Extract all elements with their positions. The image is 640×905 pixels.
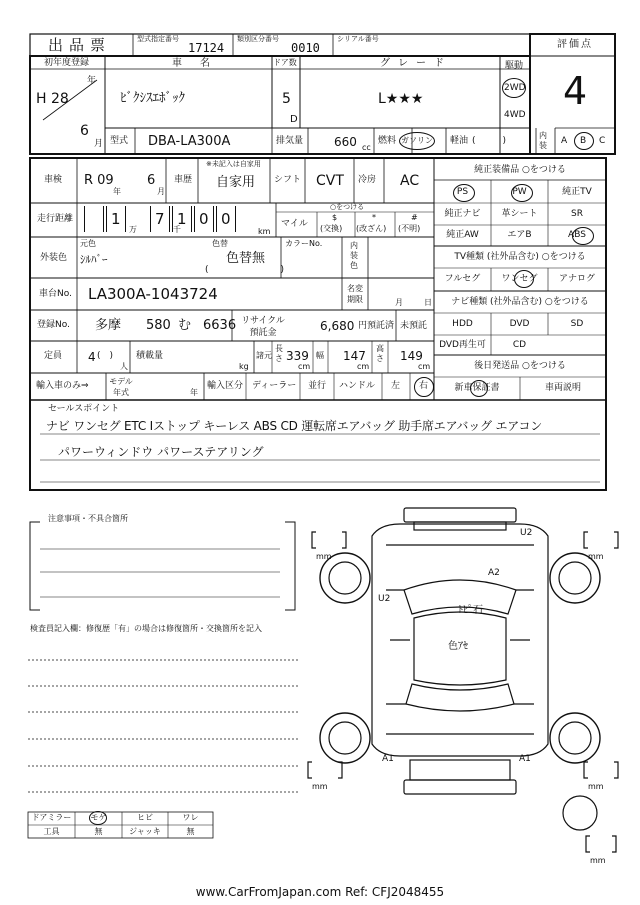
color-change-label: 色替 bbox=[212, 239, 228, 248]
original-color-label: 元色 bbox=[80, 239, 96, 248]
dvd-label: DVD再生可 bbox=[439, 340, 486, 350]
drive-label: 駆動 bbox=[505, 61, 524, 71]
mileage-opt1-symbol: $ bbox=[332, 213, 338, 222]
inspector-label: 検査員記入欄：修復歴「有」の場合は修復箇所・交換箇所を記入 bbox=[30, 624, 262, 633]
ac-label: 冷房 bbox=[358, 175, 377, 185]
doors-value: 5 bbox=[282, 91, 291, 107]
import-dealer: ディーラー bbox=[252, 381, 297, 391]
length-value: 339 bbox=[286, 349, 309, 363]
height-label: 高さ bbox=[376, 344, 384, 363]
genuine-item-sr: SR bbox=[571, 209, 583, 219]
fuel-paren: ( ) bbox=[472, 136, 507, 146]
mileage-digit: 7 bbox=[155, 210, 165, 228]
acc-ware: ワレ bbox=[182, 813, 199, 822]
recycle-paid: 円預託済 bbox=[358, 321, 395, 331]
acc-tools: 工具 bbox=[43, 827, 60, 836]
steering-right: 右 bbox=[419, 381, 429, 391]
score-value: 4 bbox=[563, 69, 588, 113]
mileage-circle-note: ○をつける bbox=[330, 203, 365, 211]
reg-era: H 28 bbox=[36, 91, 69, 107]
doors-label: ドア数 bbox=[273, 58, 297, 67]
capacity-unit: 人 bbox=[120, 362, 128, 371]
mileage-opt2-symbol: * bbox=[372, 213, 376, 222]
diagram-mark: A1 bbox=[519, 754, 531, 764]
docs-item-warranty: 新車保証書 bbox=[454, 383, 500, 393]
mileage-opt3-symbol: # bbox=[411, 213, 418, 222]
model-label: 型式 bbox=[110, 136, 129, 146]
first-reg-label: 初年度登録 bbox=[44, 58, 90, 68]
navi-item-hdd: HDD bbox=[452, 319, 473, 329]
serial-label: シリアル番号 bbox=[337, 35, 379, 43]
model-designation-value: 17124 bbox=[188, 41, 225, 55]
reg-year-unit: 年 bbox=[87, 76, 97, 86]
interior-c: C bbox=[599, 136, 606, 146]
model-designation-label: 型式指定番号 bbox=[137, 35, 179, 43]
interior-label: 内装 bbox=[539, 131, 547, 150]
car-name-label: 車名 bbox=[172, 58, 228, 69]
color-no-label: カラーNo. bbox=[285, 239, 323, 248]
category-label: 類別区分番号 bbox=[237, 35, 279, 43]
acc-jack-value: 無 bbox=[186, 827, 195, 836]
inspection-year-unit: 年 bbox=[113, 187, 121, 196]
mileage-opt1: (交換) bbox=[320, 224, 343, 233]
recycle-unpaid: 未預託 bbox=[400, 321, 428, 331]
height-unit: cm bbox=[418, 362, 431, 371]
plate-area: 多摩 bbox=[95, 318, 122, 333]
score-label: 評価点 bbox=[557, 39, 593, 50]
model-year-unit: 年 bbox=[190, 388, 198, 397]
displacement-unit: cc bbox=[362, 143, 371, 152]
plate-number: 6636 bbox=[203, 318, 237, 333]
genuine-item-abs: ABS bbox=[568, 230, 586, 240]
mileage-digit: 1 bbox=[111, 210, 121, 228]
ac-value: AC bbox=[400, 173, 420, 189]
capacity-label: 定員 bbox=[44, 351, 63, 361]
plate-class: 580 bbox=[146, 318, 171, 333]
tire-unit: mm bbox=[316, 552, 332, 561]
genuine-item-leather: 革シート bbox=[501, 209, 538, 219]
import-label: 輸入車のみ⇒ bbox=[36, 381, 89, 391]
displacement-label: 排気量 bbox=[276, 136, 304, 146]
tire-unit: mm bbox=[312, 782, 328, 791]
inspection-month-unit: 月 bbox=[157, 187, 165, 196]
plate-label: 登録No. bbox=[37, 320, 70, 330]
length-label: 長さ bbox=[275, 344, 283, 363]
original-color: ｼﾙﾊﾞｰ bbox=[80, 253, 108, 266]
mileage-man: 万 bbox=[129, 225, 137, 234]
car-diagram bbox=[308, 508, 618, 852]
load-label: 積載量 bbox=[136, 351, 164, 361]
category-value: 0010 bbox=[291, 41, 320, 55]
mileage-sen: 千 bbox=[173, 225, 181, 234]
mileage-opt2: (改ざん) bbox=[356, 224, 387, 233]
car-name: ﾋﾞｸｼｽｴﾎﾞｯｸ bbox=[120, 91, 185, 106]
chassis-label: 車台No. bbox=[39, 289, 72, 299]
genuine-item-airbag: エアB bbox=[507, 230, 532, 240]
page-title: 出品票 bbox=[48, 36, 112, 54]
mileage-label: 走行距離 bbox=[37, 214, 74, 224]
genuine-header: 純正装備品 ○をつける bbox=[474, 165, 566, 175]
acc-moge: モゲ bbox=[90, 813, 107, 822]
color-change: 色替無 bbox=[226, 251, 266, 266]
steering-label: ハンドル bbox=[339, 381, 376, 391]
drive-4wd: 4WD bbox=[504, 110, 526, 120]
sales-points-line2: パワーウィンドウ パワーステアリング bbox=[58, 445, 264, 459]
inspection-era: R 09 bbox=[84, 173, 114, 188]
chassis-value: LA300A-1043724 bbox=[88, 285, 218, 303]
length-unit: cm bbox=[298, 362, 311, 371]
mileage-opt3: (不明) bbox=[398, 224, 421, 233]
width-label: 幅 bbox=[316, 351, 324, 360]
recycle-value: 6,680 bbox=[320, 319, 355, 333]
mileage-digits bbox=[84, 206, 244, 232]
diagram-mark: U2 bbox=[378, 594, 391, 604]
import-parallel: 並行 bbox=[308, 381, 327, 391]
shift-value: CVT bbox=[316, 173, 344, 189]
model-code: DBA-LA300A bbox=[148, 134, 231, 149]
mileage-digit: 0 bbox=[199, 210, 209, 228]
grade-value: L★★★ bbox=[378, 91, 424, 107]
plate-kana: む bbox=[178, 318, 192, 333]
acc-door-mirror: ドアミラー bbox=[31, 813, 72, 822]
tire-unit: mm bbox=[588, 552, 604, 561]
history-value: 自家用 bbox=[216, 175, 256, 190]
acc-jack: ジャッキ bbox=[129, 827, 161, 836]
color-paren: ( ) bbox=[205, 265, 285, 275]
inspection-month: 6 bbox=[147, 173, 156, 188]
diagram-mark: 色ｱｾ bbox=[448, 641, 468, 652]
tv-item-analog: アナログ bbox=[558, 274, 595, 284]
diagram-mark: A1 bbox=[382, 754, 394, 764]
capacity-paren: ( ) bbox=[97, 351, 114, 361]
dvd-value: CD bbox=[512, 340, 527, 350]
drive-2wd: 2WD bbox=[504, 83, 526, 93]
genuine-item-tv: 純正TV bbox=[562, 187, 592, 197]
sales-points-label: セールスポイント bbox=[48, 404, 120, 414]
fuel-diesel: 軽油 bbox=[450, 136, 469, 146]
tv-item-fullseg: フルセグ bbox=[444, 274, 481, 284]
reg-month-unit: 月 bbox=[94, 139, 104, 149]
interior-color-label: 内装色 bbox=[350, 241, 358, 270]
load-unit: kg bbox=[239, 362, 249, 371]
footer-ref: www.CarFromJapan.com Ref: CFJ2048455 bbox=[195, 885, 445, 899]
fuel-label: 燃料 bbox=[378, 136, 397, 146]
genuine-item-ps: PS bbox=[456, 187, 469, 197]
docs-header: 後日発送品 ○をつける bbox=[474, 361, 566, 371]
door-type: D bbox=[290, 114, 298, 125]
capacity-value: 4 bbox=[88, 350, 96, 364]
navi-item-dvd: DVD bbox=[509, 319, 530, 329]
mileage-digit: 0 bbox=[221, 210, 231, 228]
diagram-mark: A2 bbox=[488, 568, 500, 578]
history-label: 車歴 bbox=[174, 175, 193, 185]
model-year-label: モデル年式 bbox=[109, 377, 133, 397]
genuine-item-pw: PW bbox=[512, 187, 527, 197]
import-type-label: 輸入区分 bbox=[207, 381, 244, 391]
title-period-label: 名変期限 bbox=[347, 284, 363, 304]
width-value: 147 bbox=[343, 349, 366, 363]
steering-left: 左 bbox=[391, 381, 401, 391]
fuel-gasoline: ガソリン bbox=[401, 136, 433, 145]
interior-b: B bbox=[580, 136, 587, 146]
tv-header: TV種類 (社外品含む) ○をつける bbox=[454, 252, 586, 262]
grade-label: グレード bbox=[380, 58, 452, 69]
navi-header: ナビ種類 (社外品含む) ○をつける bbox=[451, 297, 589, 307]
shift-label: シフト bbox=[274, 175, 302, 185]
caution-label: 注意事項・不具合箇所 bbox=[48, 514, 128, 523]
height-value: 149 bbox=[400, 349, 423, 363]
inspection-label: 車検 bbox=[44, 175, 63, 185]
diagram-mark: ﾄﾋﾟ石 bbox=[458, 605, 483, 616]
acc-hibi: ヒビ bbox=[137, 813, 153, 822]
title-period-day: 日 bbox=[424, 298, 432, 307]
reg-month: 6 bbox=[80, 123, 89, 139]
mileage-km: km bbox=[258, 227, 271, 236]
width-unit: cm bbox=[357, 362, 370, 371]
history-note: ※未記入は自家用 bbox=[206, 160, 261, 168]
recycle-label: リサイクル預託金 bbox=[241, 316, 285, 338]
tire-unit: mm bbox=[588, 782, 604, 791]
displacement-value: 660 bbox=[334, 135, 357, 149]
mileage-mile: マイル bbox=[281, 219, 308, 229]
interior-a: A bbox=[561, 136, 568, 146]
tv-item-oneseg: ワンセグ bbox=[501, 274, 538, 284]
diagram-mark: U2 bbox=[520, 528, 533, 538]
title-period-month: 月 bbox=[395, 298, 403, 307]
docs-item-manual: 車両説明 bbox=[544, 383, 581, 393]
genuine-item-navi: 純正ナビ bbox=[444, 209, 481, 219]
exterior-label: 外装色 bbox=[40, 253, 68, 263]
genuine-item-aw: 純正AW bbox=[446, 230, 479, 240]
sales-points-line1: ナビ ワンセグ ETC Iストップ キーレス ABS CD 運転席エアバッグ 助手席エアバッグ エアコン bbox=[46, 419, 543, 433]
mileage-digit: 1 bbox=[177, 210, 187, 228]
acc-tools-value: 無 bbox=[94, 827, 103, 836]
dims-label: 諸元 bbox=[256, 351, 272, 360]
navi-item-sd: SD bbox=[570, 319, 584, 329]
tire-unit: mm bbox=[590, 856, 606, 865]
